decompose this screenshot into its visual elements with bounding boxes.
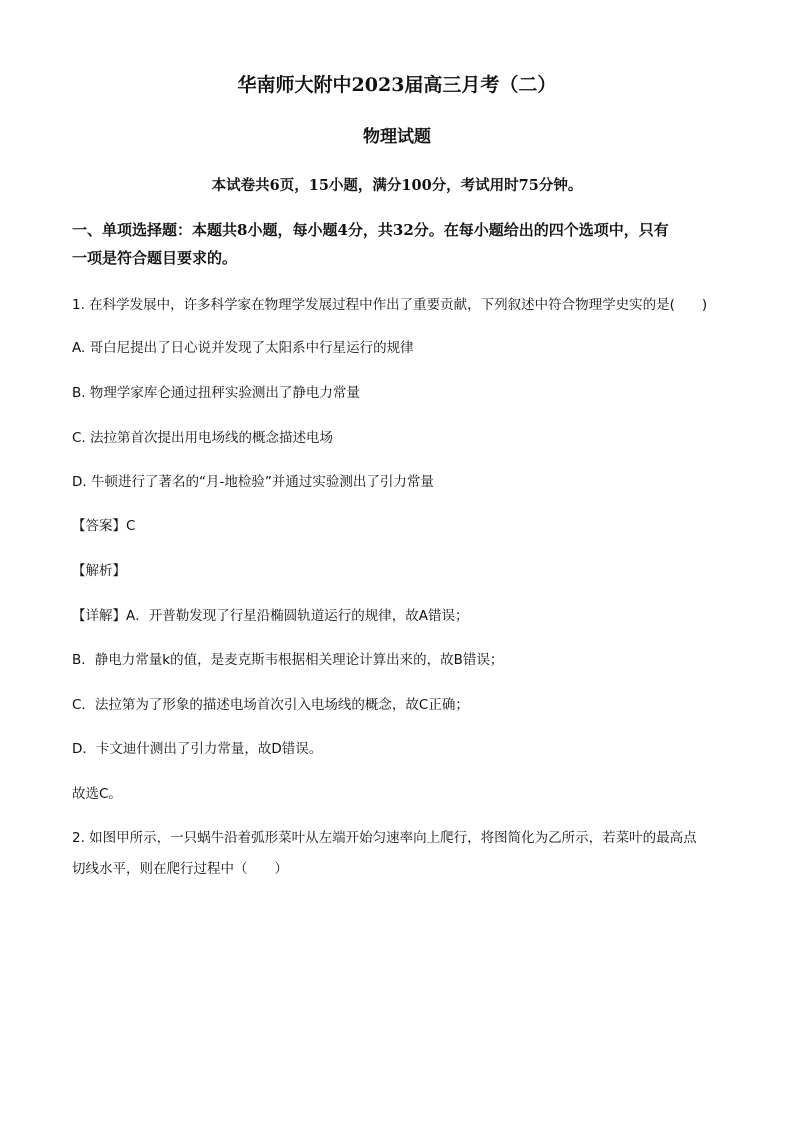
section-heading-line2: 一项是符合题目要求的。 <box>72 249 238 267</box>
question-2-stem-line2: 切线水平，则在爬行过程中（ ） <box>72 861 288 877</box>
exam-info: 本试卷共6页，15小题，满分100分，考试用时75分钟。 <box>211 177 583 194</box>
question-1-option-b: B. 物理学家库仑通过扭秤实验测出了静电力常量 <box>72 385 360 401</box>
question-1-explanation-line: 【详解】A．开普勒发现了行星沿椭圆轨道运行的规律，故A错误； <box>72 608 469 624</box>
question-1-explanation-line: B．静电力常量k的值，是麦克斯韦根据相关理论计算出来的，故B错误； <box>72 652 504 668</box>
question-1-option-c: C. 法拉第首次提出用电场线的概念描述电场 <box>72 430 334 446</box>
question-1-stem: 1. 在科学发展中，许多科学家在物理学发展过程中作出了重要贡献，下列叙述中符合物理学史实的是( ) <box>72 297 708 313</box>
exam-title: 华南师大附中2023届高三月考（二） <box>237 74 557 96</box>
question-1-option-d: D. 牛顿进行了著名的“月-地检验”并通过实验测出了引力常量 <box>72 474 434 490</box>
question-1-analysis-label: 【解析】 <box>72 563 126 579</box>
question-2-stem-line1: 2. 如图甲所示，一只蜗牛沿着弧形菜叶从左端开始匀速率向上爬行，将图简化为乙所示，若菜叶的最高点 <box>72 830 697 846</box>
question-1-explanation-line: D．卡文迪什测出了引力常量，故D错误。 <box>72 741 323 757</box>
question-1-explanation-line: C．法拉第为了形象的描述电场首次引入电场线的概念，故C正确； <box>72 697 469 713</box>
exam-subtitle: 物理试题 <box>363 127 431 147</box>
section-heading-line1: 一、单项选择题：本题共8小题，每小题4分，共32分。在每小题给出的四个选项中，只有 <box>72 221 669 239</box>
question-1-option-a: A. 哥白尼提出了日心说并发现了太阳系中行星运行的规律 <box>72 340 414 356</box>
question-1-answer: 【答案】C <box>72 518 136 534</box>
question-1-explanation-line: 故选C。 <box>72 786 122 802</box>
